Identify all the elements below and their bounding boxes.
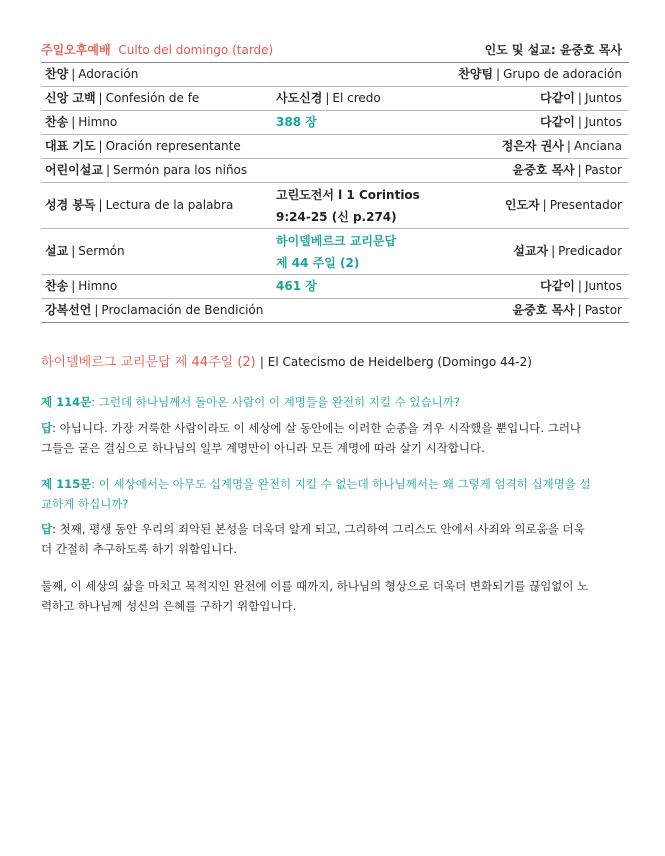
answer-115 [41, 519, 591, 559]
hymn-number: 461 장 [276, 279, 317, 293]
service-title-es: Culto del domingo (tarde) [118, 43, 274, 57]
row-separator: | [496, 67, 501, 81]
row-separator: | [542, 198, 547, 212]
row-separator: | [577, 115, 582, 129]
row-person-es: Grupo de adoración [503, 67, 622, 81]
row-separator: | [325, 91, 330, 105]
answer-115-second [41, 576, 591, 616]
order-row-scripture [41, 183, 629, 229]
row-separator: | [98, 198, 103, 212]
row-label-ko: 설교 [45, 244, 69, 258]
question-text: : 그런데 하나님께서 돌아온 사람이 이 계명들을 완전히 지킬 수 있습니까? [91, 395, 460, 409]
row-label-es: Confesión de fe [105, 91, 200, 105]
service-leader: 인도 및 설교: 윤중호 목사 [484, 43, 622, 57]
order-row-prayer [41, 135, 629, 159]
row-label-es: Sermón para los niños [113, 163, 248, 177]
row-separator: | [94, 303, 99, 317]
service-title-ko: 주일오후예배 [41, 43, 111, 57]
row-person-ko: 설교자 [513, 244, 549, 258]
row-label-ko: 찬송 [45, 279, 69, 293]
order-row-praise [41, 63, 629, 87]
row-label-es: Adoración [78, 67, 139, 81]
row-label-es: Oración representante [105, 139, 241, 153]
row-person-es: Pastor [584, 163, 622, 177]
row-person-es: Anciana [573, 139, 622, 153]
order-row-children-sermon [41, 159, 629, 183]
answer-text: : 아닙니다. 가장 거룩한 사람이라도 이 세상에 살 동안에는 이러한 순종을 겨우 시작했을 뿐입니다. 그러나 그들은 굳은 결심으로 하나님의 일부 계명만이 아니라 모든 계명에 따라 살기 시작합니다. [41, 421, 582, 455]
answer-text: 둘째, 이 세상의 삶을 마치고 목적지인 완전에 이를 때까지, 하나님의 형상으로 더욱더 변화되기를 끊임없이 노력하고 하나님께 성신의 은혜를 구하기 위함입니다. [41, 579, 589, 613]
service-header [41, 38, 629, 63]
row-separator: | [551, 244, 556, 258]
row-person-es: Juntos [584, 115, 622, 129]
row-person-ko: 다같이 [540, 115, 575, 129]
scripture-reference: 9:24-25 (신 p.274) [276, 210, 397, 224]
row-separator: | [577, 303, 582, 317]
order-row-benediction [41, 299, 629, 323]
row-detail-ko: 사도신경 [276, 91, 323, 105]
row-label-ko: 어린이설교 [45, 163, 103, 177]
row-separator: | [71, 244, 76, 258]
question-115 [41, 474, 591, 514]
row-separator: | [71, 279, 76, 293]
row-person-ko: 찬양팀 [458, 67, 494, 81]
row-separator: | [98, 139, 103, 153]
row-label-ko: 강복선언 [45, 303, 92, 317]
sermon-subtitle: 제 44 주일 (2) [276, 256, 360, 270]
row-separator: | [98, 91, 103, 105]
row-person-es: Juntos [584, 91, 622, 105]
catechism-title-ko: 하이델베르그 교리문답 제 44주일 (2) [41, 355, 256, 370]
row-label-es: Himno [78, 115, 118, 129]
row-separator: | [566, 139, 571, 153]
row-label-ko: 신앙 고백 [45, 91, 96, 105]
row-person-es: Predicador [558, 244, 622, 258]
row-label-ko: 찬송 [45, 115, 69, 129]
row-detail-es: El credo [332, 91, 381, 105]
row-person-ko: 다같이 [540, 279, 575, 293]
row-label-es: Proclamación de Bendición [101, 303, 264, 317]
question-114 [41, 392, 591, 412]
question-text: : 이 세상에서는 아무도 십계명을 완전히 지킬 수 없는데 하나님께서는 왜 그렇게 엄격히 십계명을 설교하게 하십니까? [41, 477, 591, 511]
answer-text: : 첫째, 평생 동안 우리의 죄악된 본성을 더욱더 알게 되고, 그리하여 그리스도 안에서 사죄와 의로움을 더욱더 간절히 추구하도록 하기 위함입니다. [41, 522, 585, 556]
row-separator: | [105, 163, 111, 177]
scripture-book: 고린도전서 l 1 Corintios [276, 188, 420, 202]
answer-114 [41, 418, 591, 458]
row-label-es: Sermón [78, 244, 125, 258]
row-separator: | [71, 115, 76, 129]
row-person-ko: 윤중호 목사 [512, 303, 575, 317]
row-label-ko: 대표 기도 [45, 139, 96, 153]
order-row-hymn-2 [41, 275, 629, 299]
row-person-es: Presentador [549, 198, 622, 212]
row-separator: | [71, 67, 76, 81]
answer-label: 답 [41, 522, 53, 536]
row-label-es: Lectura de la palabra [105, 198, 234, 212]
row-person-ko: 정은자 권사 [501, 139, 564, 153]
row-person-ko: 인도자 [504, 198, 540, 212]
row-person-es: Pastor [584, 303, 622, 317]
order-row-sermon [41, 229, 629, 275]
question-label: 제 114문 [41, 395, 92, 409]
row-label-es: Himno [78, 279, 118, 293]
row-person-ko: 다같이 [540, 91, 575, 105]
row-separator: | [577, 91, 582, 105]
row-label-ko: 성경 봉독 [45, 198, 96, 212]
hymn-number: 388 장 [276, 115, 317, 129]
row-label-ko: 찬양 [45, 67, 69, 81]
row-separator: | [577, 279, 582, 293]
row-person-es: Juntos [584, 279, 622, 293]
question-label: 제 115문 [41, 477, 92, 491]
sermon-title: 하이델베르크 교리문답 [276, 234, 397, 248]
answer-label: 답 [41, 421, 53, 435]
row-person-ko: 윤중호 목사 [512, 163, 575, 177]
order-row-hymn-1 [41, 111, 629, 135]
catechism-title [41, 352, 641, 373]
order-of-worship [41, 38, 629, 323]
catechism-title-es: | El Catecismo de Heidelberg (Domingo 44-2) [259, 355, 532, 369]
row-separator: | [577, 163, 582, 177]
order-row-confession [41, 87, 629, 111]
